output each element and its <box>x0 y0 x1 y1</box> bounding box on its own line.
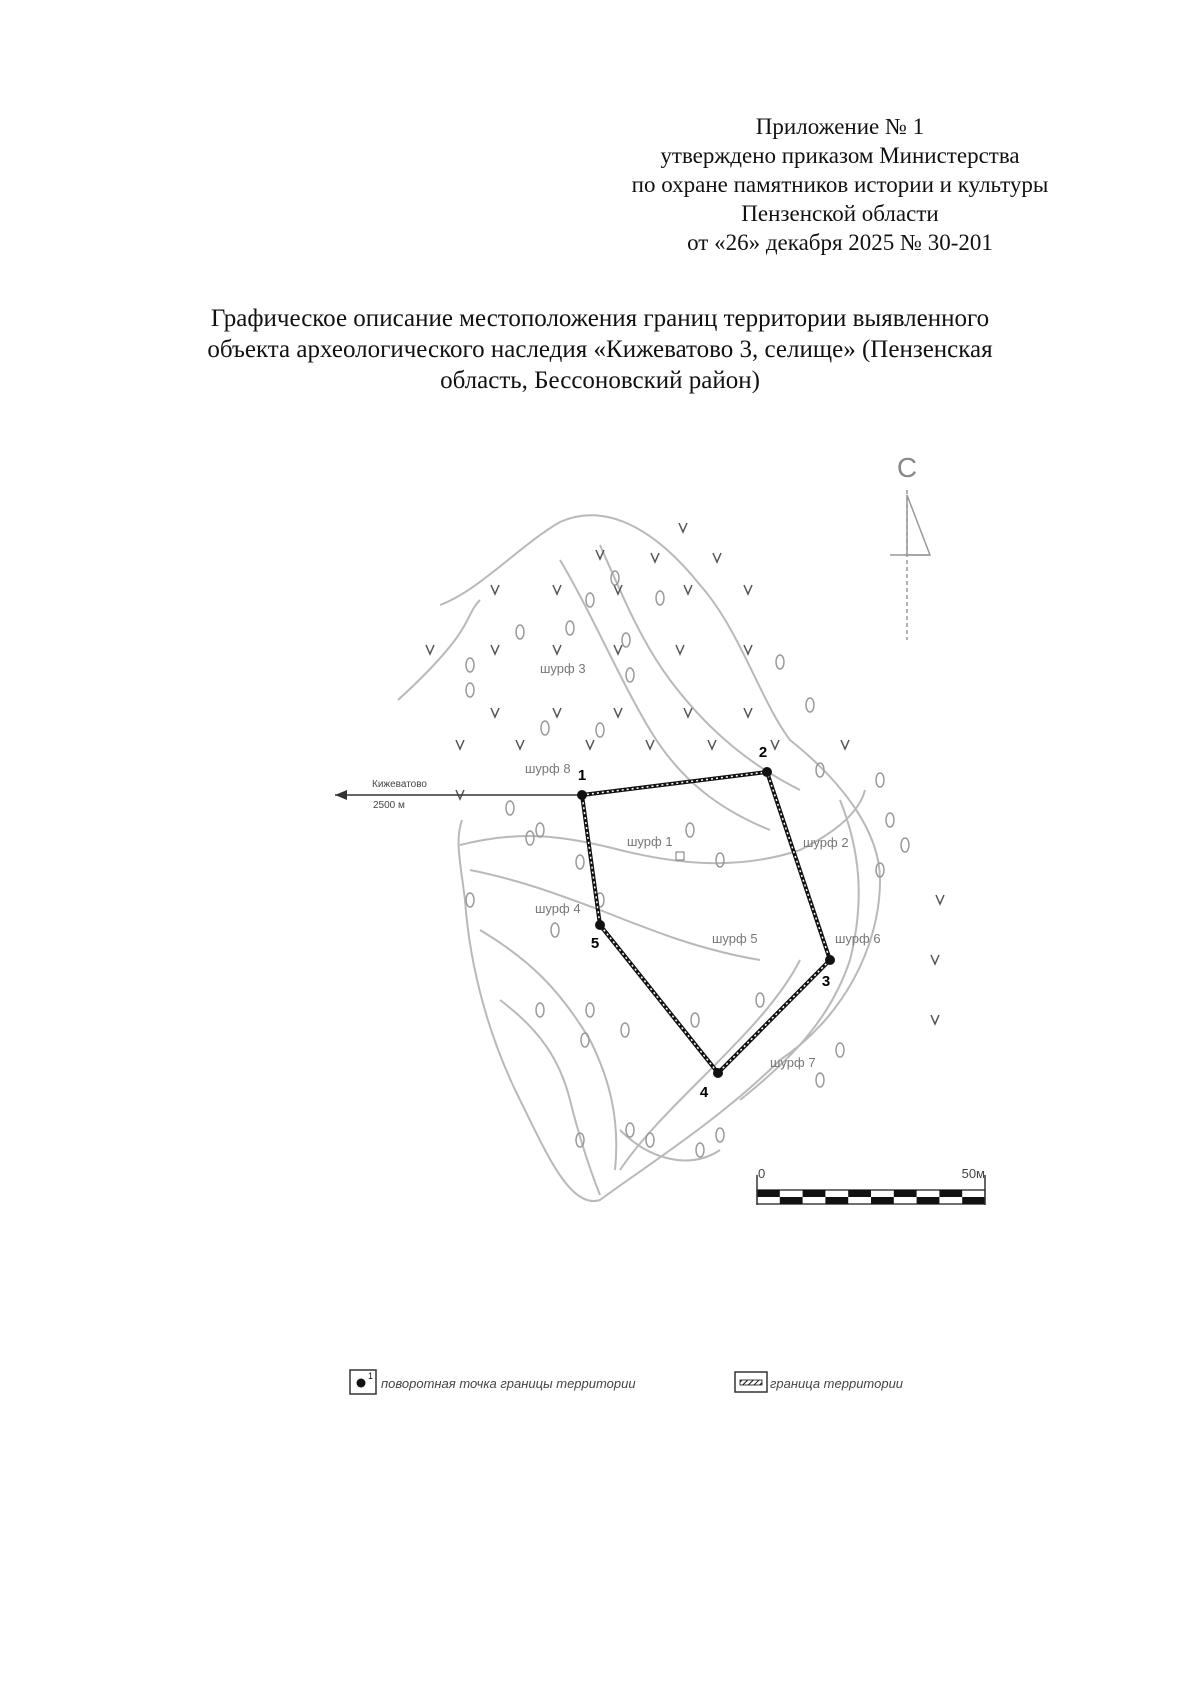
grass-symbol <box>931 955 939 964</box>
direction-place: Кижеватово <box>372 779 427 790</box>
grass-symbol <box>651 553 659 562</box>
contour-line <box>560 560 770 830</box>
turning-point-label: 3 <box>821 973 831 990</box>
scale-segment <box>894 1190 917 1197</box>
tree-symbol <box>526 831 534 845</box>
tree-symbol <box>836 1043 844 1057</box>
pit-label: шурф 7 <box>770 1055 816 1070</box>
tree-symbol <box>506 801 514 815</box>
tree-symbol <box>466 658 474 672</box>
tree-symbol <box>886 813 894 827</box>
title-line: область, Бессоновский район) <box>440 367 760 394</box>
scale-segment <box>757 1190 780 1197</box>
scale-start: 0 <box>758 1166 766 1181</box>
turning-point-5 <box>595 920 605 930</box>
tree-symbol <box>626 668 634 682</box>
tree-symbol <box>466 683 474 697</box>
turning-point-2 <box>762 767 772 777</box>
turning-point-label: 2 <box>758 744 768 761</box>
approval-line: Пензенской области <box>741 201 939 226</box>
tree-symbol <box>656 591 664 605</box>
title-line: объекта археологического наследия «Кижеватово 3, селище» (Пензенская <box>207 336 993 363</box>
tree-symbol <box>586 593 594 607</box>
legend-point-icon <box>357 1379 366 1388</box>
north-arrow <box>890 452 930 640</box>
pit-label: шурф 5 <box>712 931 758 946</box>
tree-symbol <box>691 1013 699 1027</box>
grass-symbol <box>684 708 692 717</box>
tree-symbol <box>581 1033 589 1047</box>
grass-symbol <box>931 1015 939 1024</box>
terrain-contours <box>398 515 880 1201</box>
grass-symbol <box>596 550 604 559</box>
legend-point-label: поворотная точка границы территории <box>381 1376 636 1391</box>
grass-symbol <box>646 740 654 749</box>
grass-symbol <box>553 585 561 594</box>
grass-symbol <box>614 708 622 717</box>
tree-symbol <box>536 823 544 837</box>
tree-symbol <box>551 923 559 937</box>
scale-segment <box>962 1197 985 1204</box>
tree-symbol <box>626 1123 634 1137</box>
grass-symbol <box>553 645 561 654</box>
tree-symbol <box>466 893 474 907</box>
grass-symbol <box>491 708 499 717</box>
contour-line <box>460 790 865 863</box>
tree-symbol <box>696 1143 704 1157</box>
tree-symbol <box>516 625 524 639</box>
grass-symbol <box>553 708 561 717</box>
approval-line: по охране памятников истории и культуры <box>631 172 1049 197</box>
tree-symbol <box>646 1133 654 1147</box>
north-label: С <box>896 452 918 483</box>
grass-symbol <box>491 645 499 654</box>
scale-segment <box>917 1197 940 1204</box>
grass-symbol <box>491 585 499 594</box>
direction-distance: 2500 м <box>373 800 405 811</box>
grass-symbol <box>516 740 524 749</box>
grass-symbol <box>713 553 721 562</box>
contour-line <box>620 1130 720 1160</box>
pit-label: шурф 1 <box>627 834 673 849</box>
grass-symbol <box>676 645 684 654</box>
pit-label: шурф 6 <box>835 931 881 946</box>
grass-symbol <box>684 585 692 594</box>
turning-point-label: 5 <box>590 935 600 952</box>
tree-symbol <box>596 723 604 737</box>
territory-boundary <box>582 772 830 1073</box>
pit-label: шурф 3 <box>540 661 586 676</box>
turning-point-label: 1 <box>577 767 587 784</box>
tree-symbol <box>901 838 909 852</box>
turning-point-1 <box>577 790 587 800</box>
turning-point-4 <box>713 1068 723 1078</box>
tree-symbol <box>536 1003 544 1017</box>
turning-point-3 <box>825 955 835 965</box>
appendix-number: Приложение № 1 <box>755 114 925 139</box>
grass-symbol <box>744 708 752 717</box>
grass-symbol <box>744 645 752 654</box>
scale-segment <box>848 1190 871 1197</box>
grass-symbol <box>679 523 687 532</box>
tree-symbol <box>621 1023 629 1037</box>
grass-symbol <box>708 740 716 749</box>
scale-segment <box>871 1197 894 1204</box>
approval-date: от «26» декабря 2025 № 30-201 <box>687 230 993 255</box>
scale-segment <box>939 1190 962 1197</box>
tree-symbol <box>876 773 884 787</box>
contour-line <box>500 1000 600 1195</box>
grass-symbol <box>614 645 622 654</box>
tree-symbol <box>716 853 724 867</box>
tree-symbol <box>622 633 630 647</box>
turning-point-label: 4 <box>699 1084 709 1101</box>
tree-symbol <box>576 855 584 869</box>
tree-symbol <box>776 655 784 669</box>
legend-boundary-icon <box>740 1380 762 1385</box>
scale-segment <box>803 1190 826 1197</box>
grass-symbol <box>771 740 779 749</box>
scale-bar <box>757 1166 985 1205</box>
title-line: Графическое описание местоположения границ территории выявленного <box>210 305 990 332</box>
pit-label: шурф 2 <box>803 835 849 850</box>
tree-symbol <box>806 698 814 712</box>
scale-segment <box>780 1197 803 1204</box>
approval-line: утверждено приказом Министерства <box>660 143 1020 168</box>
legend-point-number: 1 <box>368 1371 374 1381</box>
tree-symbol <box>756 993 764 1007</box>
tree-symbol <box>716 1128 724 1142</box>
pit-label: шурф 4 <box>535 901 581 916</box>
pit-marker <box>676 852 684 860</box>
grass-symbol <box>936 895 944 904</box>
legend <box>350 1370 903 1394</box>
legend-boundary-label: граница территории <box>770 1376 904 1391</box>
direction-arrow <box>335 779 582 811</box>
tree-symbol <box>541 721 549 735</box>
tree-symbol <box>686 823 694 837</box>
grass-symbol <box>426 645 434 654</box>
grass-symbol <box>586 740 594 749</box>
grass-symbol <box>744 585 752 594</box>
grass-symbol <box>841 740 849 749</box>
scale-end: 50м <box>961 1166 985 1181</box>
tree-symbol <box>566 621 574 635</box>
scale-segment <box>825 1197 848 1204</box>
pit-label: шурф 8 <box>525 761 571 776</box>
grass-symbol <box>456 740 464 749</box>
tree-symbol <box>816 1073 824 1087</box>
tree-symbol <box>586 1003 594 1017</box>
